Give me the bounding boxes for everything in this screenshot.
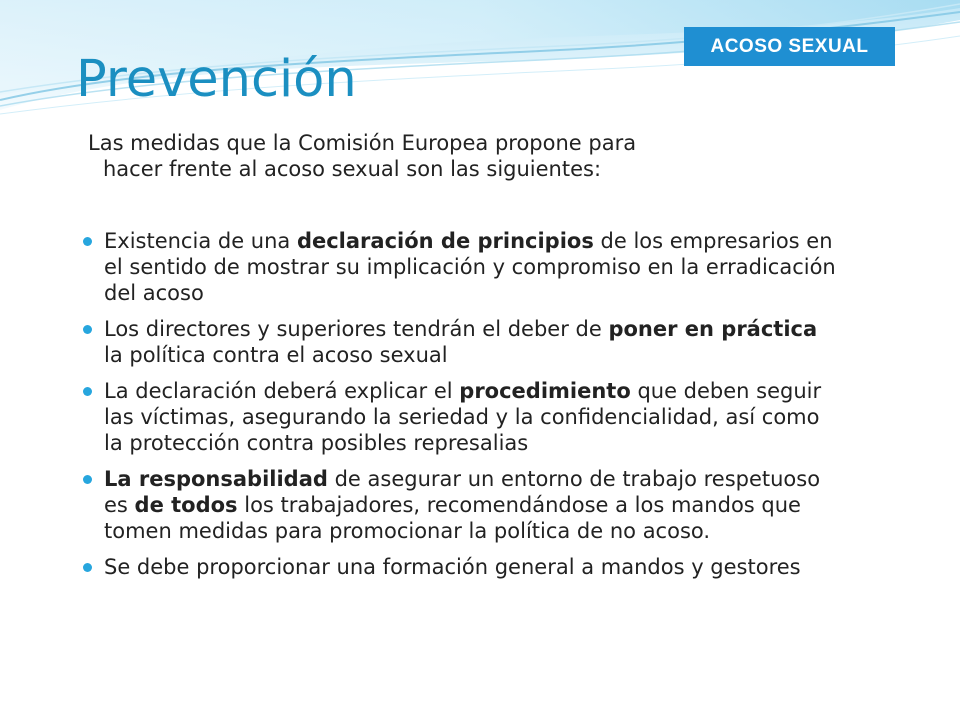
topic-tag: ACOSO SEXUAL xyxy=(684,27,895,66)
slide-title: Prevención xyxy=(76,50,357,109)
bullet-dot-icon xyxy=(83,325,92,334)
bullet-dot-icon xyxy=(83,237,92,246)
intro-line-1: Las medidas que la Comisión Europea propone para xyxy=(88,131,637,155)
bullet-dot-icon xyxy=(83,475,92,484)
bullet-dot-icon xyxy=(83,563,92,572)
list-item: Los directores y superiores tendrán el deber de poner en práctica la política contra el acoso sexual xyxy=(80,316,840,368)
intro-paragraph xyxy=(88,130,788,182)
measures-list xyxy=(80,228,840,590)
list-item: Existencia de una declaración de principios de los empresarios en el sentido de mostrar su implicación y compromiso en la erradicación del acoso xyxy=(80,228,840,306)
list-item: La responsabilidad de asegurar un entorno de trabajo respetuoso es de todos los trabajadores, recomendándose a los mandos que tomen medidas para promocionar la política de no acoso. xyxy=(80,466,840,544)
list-item: La declaración deberá explicar el procedimiento que deben seguir las víctimas, asegurando la seriedad y la confidencialidad, así como la protección contra posibles represalias xyxy=(80,378,840,456)
bullet-dot-icon xyxy=(83,387,92,396)
list-item: Se debe proporcionar una formación general a mandos y gestores xyxy=(80,554,840,580)
intro-line-2: hacer frente al acoso sexual son las siguientes: xyxy=(103,157,602,181)
